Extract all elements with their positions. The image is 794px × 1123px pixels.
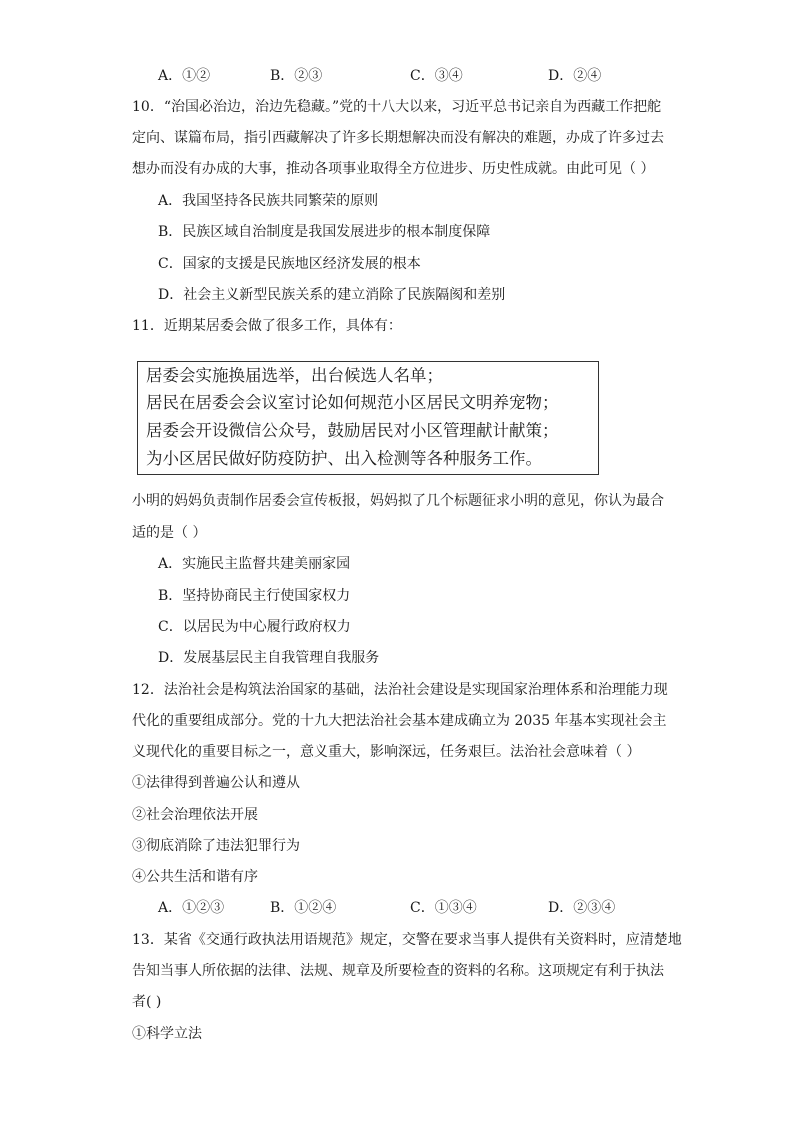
q12-item-2: ②社会治理依法开展	[132, 807, 258, 823]
q11-option-b[interactable]: B．坚持协商民主行使国家权力	[158, 588, 351, 604]
q13-stem-line-3: 者( )	[132, 994, 162, 1010]
q13-stem-line-2: 告知当事人所依据的法律、法规、规章及所要检查的资料的名称。这项规定有利于执法	[132, 963, 664, 979]
q11-after-line-2: 适的是（ ）	[132, 525, 207, 541]
q12-option-a[interactable]: A．①②③	[158, 900, 225, 916]
q12-options	[158, 898, 678, 918]
q13-stem-line-1: 13．某省《交通行政执法用语规范》规定，交警在要求当事人提供有关资料时，应清楚地	[132, 932, 682, 948]
q10-option-d[interactable]: D．社会主义新型民族关系的建立消除了民族隔阂和差别	[158, 287, 506, 303]
q9-option-a[interactable]: A．①②	[158, 68, 211, 84]
q11-stem: 11．近期某居委会做了很多工作，具体有：	[132, 318, 402, 334]
q12-stem-line-1: 12．法治社会是构筑法治国家的基础，法治社会建设是实现国家治理体系和治理能力现	[132, 682, 668, 698]
q12-item-4: ④公共生活和谐有序	[132, 869, 258, 885]
q12-item-3: ③彻底消除了违法犯罪行为	[132, 838, 300, 854]
q12-option-c[interactable]: C．①③④	[410, 900, 477, 916]
q12-item-1: ①法律得到普遍公认和遵从	[132, 775, 300, 791]
q13-item-1: ①科学立法	[132, 1026, 202, 1042]
q11-box-line-2: 居民在居委会会议室讨论如何规范小区居民文明养宠物；	[146, 393, 559, 412]
q11-box-line-4: 为小区居民做好防疫防护、出入检测等各种服务工作。	[146, 449, 542, 468]
q12-stem-line-3: 义现代化的重要目标之一，意义重大，影响深远，任务艰巨。法治社会意味着（ ）	[132, 744, 641, 760]
q9-option-b[interactable]: B．②③	[270, 68, 323, 84]
q11-material-box	[137, 361, 599, 475]
q10-stem-line-1: 10．“治国必治边，治边先稳藏。”党的十八大以来，习近平总书记亲自为西藏工作把舵	[132, 99, 662, 115]
q10-stem-line-2: 定向、谋篇布局，指引西藏解决了许多长期想解决而没有解决的难题，办成了许多过去	[132, 130, 664, 146]
q11-option-d[interactable]: D．发展基层民主自我管理自我服务	[158, 650, 380, 666]
q9-option-c[interactable]: C．③④	[410, 68, 463, 84]
q11-option-a[interactable]: A．实施民主监督共建美丽家园	[158, 556, 351, 572]
q9-options	[158, 66, 678, 86]
q10-option-c[interactable]: C．国家的支援是民族地区经济发展的根本	[158, 256, 421, 272]
q9-option-d[interactable]: D．②④	[548, 68, 602, 84]
q11-box-line-1: 居委会实施换届选举，出台候选人名单；	[146, 366, 443, 385]
q12-stem-line-2: 代化的重要组成部分。党的十九大把法治社会基本建成确立为 2035 年基本实现社会主	[132, 713, 667, 729]
q12-option-b[interactable]: B．①②④	[270, 900, 337, 916]
q10-option-b[interactable]: B．民族区域自治制度是我国发展进步的根本制度保障	[158, 224, 491, 240]
q11-box-line-3: 居委会开设微信公众号，鼓励居民对小区管理献计献策；	[146, 421, 559, 440]
q10-stem-line-3: 想办而没有办成的大事，推动各项事业取得全方位进步、历史性成就。由此可见（ ）	[132, 161, 655, 177]
q11-option-c[interactable]: C．以居民为中心履行政府权力	[158, 619, 351, 635]
q10-option-a[interactable]: A．我国坚持各民族共同繁荣的原则	[158, 193, 379, 209]
q11-after-line-1: 小明的妈妈负责制作居委会宣传板报，妈妈拟了几个标题征求小明的意见，你认为最合	[132, 493, 664, 509]
q12-option-d[interactable]: D．②③④	[548, 900, 616, 916]
